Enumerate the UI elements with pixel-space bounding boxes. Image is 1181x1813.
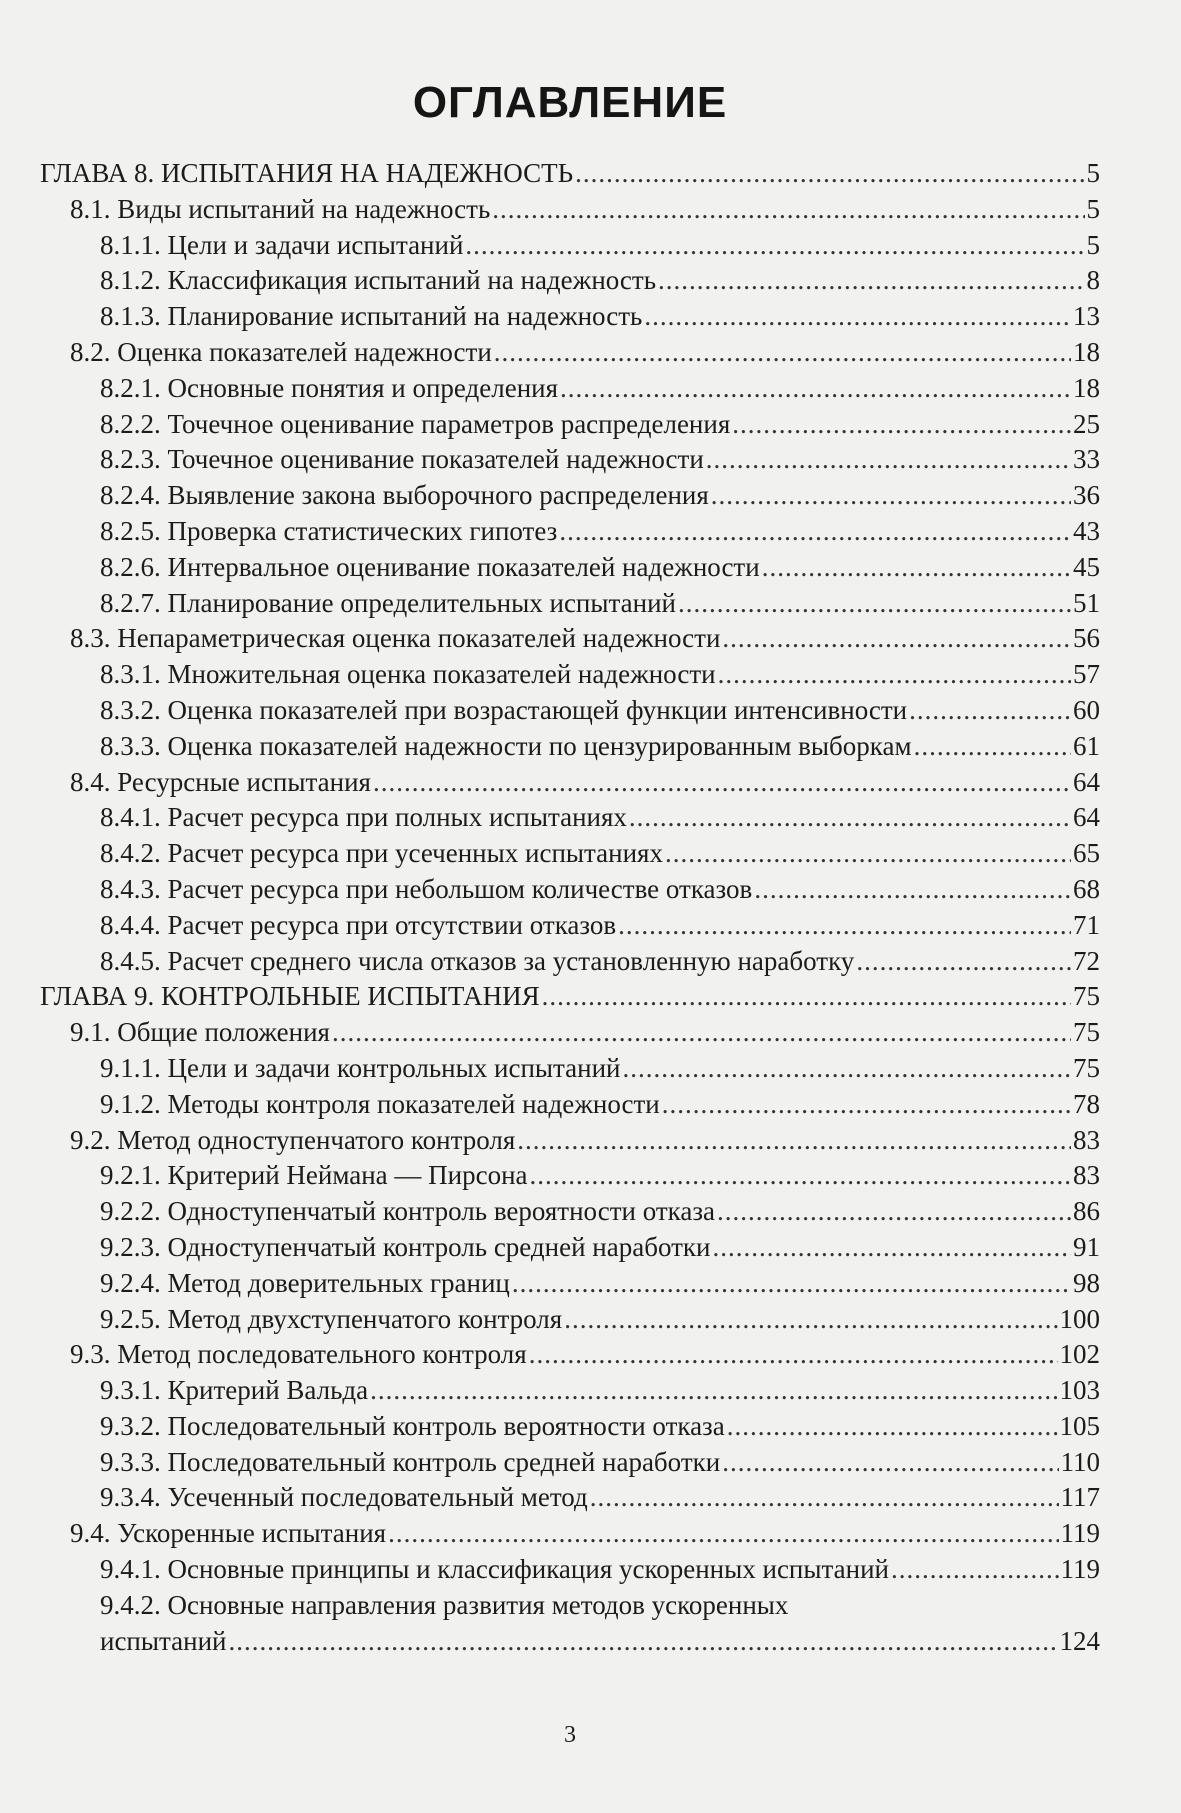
toc-entry-title: 8.3. Непараметрическая оценка показателей надежности xyxy=(70,623,721,654)
dot-leader xyxy=(564,1302,1057,1338)
page-title: ОГЛАВЛЕНИЕ xyxy=(412,78,728,127)
toc-entry-title: 9.4. Ускоренные испытания xyxy=(70,1518,387,1549)
toc-entry-page: 103 xyxy=(1059,1375,1100,1406)
dot-leader xyxy=(575,156,1084,192)
dot-leader xyxy=(662,1087,1071,1123)
toc-entry xyxy=(40,586,1100,622)
dot-leader xyxy=(711,478,1071,514)
toc-entry-title: 8.4.1. Расчет ресурса при полных испытаниях xyxy=(100,802,627,833)
toc-entry-title: 8.2.4. Выявление закона выборочного распределения xyxy=(100,480,709,511)
toc-entry-page: 57 xyxy=(1073,659,1100,690)
toc-entry xyxy=(40,156,1100,192)
dot-leader xyxy=(560,371,1071,407)
toc-entry xyxy=(40,335,1100,371)
toc-entry xyxy=(40,1445,1100,1481)
toc-entry xyxy=(40,442,1100,478)
toc-entry-title: 9.1.1. Цели и задачи контрольных испытаний xyxy=(100,1052,621,1083)
toc-entry-page: 64 xyxy=(1073,766,1100,797)
dot-leader xyxy=(717,1194,1071,1230)
toc-entry-title: 9.3. Метод последовательного контроля xyxy=(70,1339,527,1370)
toc-entry-page: 75 xyxy=(1073,1052,1100,1083)
dot-leader xyxy=(492,192,1084,228)
toc-entry-title: 8.4. Ресурсные испытания xyxy=(70,766,371,797)
toc-entry xyxy=(40,371,1100,407)
toc-entry-page: 83 xyxy=(1073,1160,1100,1191)
dot-leader xyxy=(909,693,1071,729)
toc-entry xyxy=(40,657,1100,693)
dot-leader xyxy=(762,550,1071,586)
toc-entry-page: 105 xyxy=(1059,1410,1100,1441)
toc-entry xyxy=(40,872,1100,908)
dot-leader xyxy=(512,1266,1071,1302)
dot-leader xyxy=(370,1373,1057,1409)
toc-entry-title: 9.3.1. Критерий Вальда xyxy=(100,1375,369,1406)
toc-entry-title: 8.3.1. Множительная оценка показателей надежности xyxy=(100,659,716,690)
toc-entry-page: 83 xyxy=(1073,1124,1100,1155)
dot-leader xyxy=(494,335,1071,371)
toc-entry-title: 9.2.4. Метод доверительных границ xyxy=(100,1267,510,1298)
dot-leader xyxy=(388,1516,1058,1552)
toc-entry xyxy=(40,228,1100,264)
toc-entry xyxy=(40,1516,1100,1552)
dot-leader xyxy=(629,800,1071,836)
toc-entry-title: 9.1.2. Методы контроля показателей надежности xyxy=(100,1088,660,1119)
dot-leader xyxy=(914,729,1071,765)
toc-entry-title: 8.1.2. Классификация испытаний на надежность xyxy=(100,265,657,296)
dot-leader xyxy=(373,765,1071,801)
toc-entry-page: 18 xyxy=(1073,372,1100,403)
dot-leader xyxy=(658,263,1084,299)
toc-entry xyxy=(40,478,1100,514)
toc-entry-title: 8.2.3. Точечное оценивание показателей надежности xyxy=(100,444,704,475)
toc-entry-title: испытаний xyxy=(100,1625,227,1656)
dot-leader xyxy=(529,1337,1058,1373)
toc-entry-page: 124 xyxy=(1059,1625,1100,1656)
toc-entry-title: 8.2.2. Точечное оценивание параметров распределения xyxy=(100,408,731,439)
toc-entry xyxy=(40,1230,1100,1266)
toc-entry xyxy=(40,800,1100,836)
toc-entry-title: 9.2.3. Одноступенчатый контроль средней наработки xyxy=(100,1231,711,1262)
toc-entry-title: 8.1. Виды испытаний на надежность xyxy=(70,193,491,224)
toc-entry-page: 5 xyxy=(1086,158,1100,188)
toc-entry xyxy=(40,1123,1100,1159)
toc-entry-page: 25 xyxy=(1073,408,1100,439)
toc-entry xyxy=(40,550,1100,586)
toc-entry-page: 75 xyxy=(1073,981,1100,1012)
toc-entry xyxy=(40,514,1100,550)
toc-entry-title: 9.4.1. Основные принципы и классификация ускоренных испытаний xyxy=(100,1554,889,1585)
toc-entry-title: 8.2.5. Проверка статистических гипотез xyxy=(100,515,558,546)
toc-entry xyxy=(40,1266,1100,1302)
toc-entry-page: 75 xyxy=(1073,1017,1100,1048)
toc-entry xyxy=(40,765,1100,801)
toc-entry-page: 119 xyxy=(1060,1518,1100,1549)
toc-entry-title: 8.4.5. Расчет среднего числа отказов за установленную наработку xyxy=(100,945,855,976)
dot-leader xyxy=(722,1445,1058,1481)
dot-leader xyxy=(665,836,1071,872)
toc-entry xyxy=(40,1480,1100,1516)
dot-leader xyxy=(559,514,1071,550)
toc-entry-page: 5 xyxy=(1086,193,1100,224)
toc-entry-page: 117 xyxy=(1060,1482,1100,1513)
toc-entry xyxy=(40,192,1100,228)
dot-leader xyxy=(542,979,1071,1015)
toc-entry xyxy=(40,407,1100,443)
dot-leader xyxy=(618,908,1071,944)
toc-entry-title: 9.3.2. Последовательный контроль вероятности отказа xyxy=(100,1410,725,1441)
toc-entry xyxy=(40,908,1100,944)
toc-entry-page: 100 xyxy=(1059,1303,1100,1334)
toc-entry-title: 9.2.5. Метод двухступенчатого контроля xyxy=(100,1303,563,1334)
toc-entry-page: 65 xyxy=(1073,838,1100,869)
dot-leader xyxy=(856,944,1071,980)
toc-entry xyxy=(40,1588,1100,1624)
toc-entry xyxy=(40,944,1100,980)
toc-entry-title: 8.3.3. Оценка показателей надежности по цензурированным выборкам xyxy=(100,730,912,761)
toc-entry-page: 43 xyxy=(1073,515,1100,546)
dot-leader xyxy=(623,1051,1071,1087)
toc-entry-page: 64 xyxy=(1073,802,1100,833)
dot-leader xyxy=(712,1230,1071,1266)
toc-entry-page: 18 xyxy=(1073,336,1100,367)
toc-entry xyxy=(40,1087,1100,1123)
toc-entry-page: 13 xyxy=(1073,301,1100,332)
toc-entry-title: 8.2.1. Основные понятия и определения xyxy=(100,372,559,403)
toc-entry-title: 9.2.2. Одноступенчатый контроль вероятности отказа xyxy=(100,1196,715,1227)
dot-leader xyxy=(590,1480,1059,1516)
toc-entry-title: 8.2.7. Планирование определительных испытаний xyxy=(100,587,676,618)
toc-entry xyxy=(40,836,1100,872)
dot-leader xyxy=(891,1552,1059,1588)
toc-entry-title: 8.1.3. Планирование испытаний на надежность xyxy=(100,301,643,332)
toc-entry xyxy=(40,1409,1100,1445)
toc-entry-page: 60 xyxy=(1073,694,1100,725)
dot-leader xyxy=(517,1123,1071,1159)
toc-entry-title: 8.1.1. Цели и задачи испытаний xyxy=(100,229,464,260)
toc-entry-page: 72 xyxy=(1073,945,1100,976)
toc-entry xyxy=(40,1051,1100,1087)
toc-entry-title: ГЛАВА 9. КОНТРОЛЬНЫЕ ИСПЫТАНИЯ xyxy=(40,981,540,1012)
toc-entry-page: 8 xyxy=(1086,265,1100,296)
toc-entry-page: 45 xyxy=(1073,551,1100,582)
toc-entry xyxy=(40,1194,1100,1230)
toc-entry-title: 9.1. Общие положения xyxy=(70,1017,330,1048)
toc-entry-page: 61 xyxy=(1073,730,1100,761)
toc-entry xyxy=(40,1373,1100,1409)
toc-entry-title: 8.2.6. Интервальное оценивание показателей надежности xyxy=(100,551,760,582)
toc-entry-page: 86 xyxy=(1073,1196,1100,1227)
toc-entry-page: 98 xyxy=(1073,1267,1100,1298)
toc-entry-title: 8.3.2. Оценка показателей при возрастающей функции интенсивности xyxy=(100,694,908,725)
toc-entry-title: 9.4.2. Основные направления развития методов ускоренных xyxy=(100,1589,789,1620)
dot-leader xyxy=(678,586,1071,622)
toc-entry-page: 51 xyxy=(1073,587,1100,618)
toc-entry xyxy=(40,693,1100,729)
toc-entry xyxy=(40,729,1100,765)
dot-leader xyxy=(228,1624,1057,1660)
toc-entry-page: 5 xyxy=(1086,229,1100,260)
toc-entry xyxy=(40,1158,1100,1194)
dot-leader xyxy=(732,407,1071,443)
toc-entry-page: 78 xyxy=(1073,1088,1100,1119)
toc-entry xyxy=(40,1337,1100,1373)
toc-entry xyxy=(40,1015,1100,1051)
table-of-contents xyxy=(40,156,1100,1659)
toc-entry xyxy=(40,1624,1100,1660)
toc-entry-page: 36 xyxy=(1073,480,1100,511)
dot-leader xyxy=(706,442,1071,478)
toc-entry xyxy=(40,1302,1100,1338)
toc-entry-title: 8.4.2. Расчет ресурса при усеченных испытаниях xyxy=(100,838,663,869)
toc-entry-page: 33 xyxy=(1073,444,1100,475)
toc-entry-title: ГЛАВА 8. ИСПЫТАНИЯ НА НАДЕЖНОСТЬ xyxy=(40,158,574,188)
page-number: 3 xyxy=(564,1722,576,1748)
dot-leader xyxy=(530,1158,1071,1194)
dot-leader xyxy=(718,657,1071,693)
toc-entry-title: 9.2. Метод одноступенчатого контроля xyxy=(70,1124,516,1155)
toc-entry-title: 8.4.3. Расчет ресурса при небольшом количестве отказов xyxy=(100,873,753,904)
toc-entry-page: 71 xyxy=(1073,909,1100,940)
dot-leader xyxy=(754,872,1071,908)
toc-entry-page: 119 xyxy=(1060,1554,1100,1585)
toc-entry-page: 110 xyxy=(1060,1446,1100,1477)
toc-entry-page: 68 xyxy=(1073,873,1100,904)
toc-entry-title: 9.2.1. Критерий Неймана — Пирсона xyxy=(100,1160,528,1191)
toc-entry-title: 8.4.4. Расчет ресурса при отсутствии отказов xyxy=(100,909,617,940)
dot-leader xyxy=(722,621,1071,657)
toc-entry-page: 56 xyxy=(1073,623,1100,654)
toc-entry-title: 9.3.3. Последовательный контроль средней наработки xyxy=(100,1446,721,1477)
toc-entry xyxy=(40,979,1100,1015)
toc-entry-page: 102 xyxy=(1059,1339,1100,1370)
toc-entry xyxy=(40,299,1100,335)
toc-entry-title: 8.2. Оценка показателей надежности xyxy=(70,336,492,367)
dot-leader xyxy=(727,1409,1058,1445)
dot-leader xyxy=(332,1015,1071,1051)
toc-entry xyxy=(40,1552,1100,1588)
dot-leader xyxy=(465,228,1084,264)
toc-entry xyxy=(40,621,1100,657)
toc-entry-title: 9.3.4. Усеченный последовательный метод xyxy=(100,1482,588,1513)
toc-entry-page: 91 xyxy=(1073,1231,1100,1262)
toc-entry xyxy=(40,263,1100,299)
dot-leader xyxy=(644,299,1071,335)
